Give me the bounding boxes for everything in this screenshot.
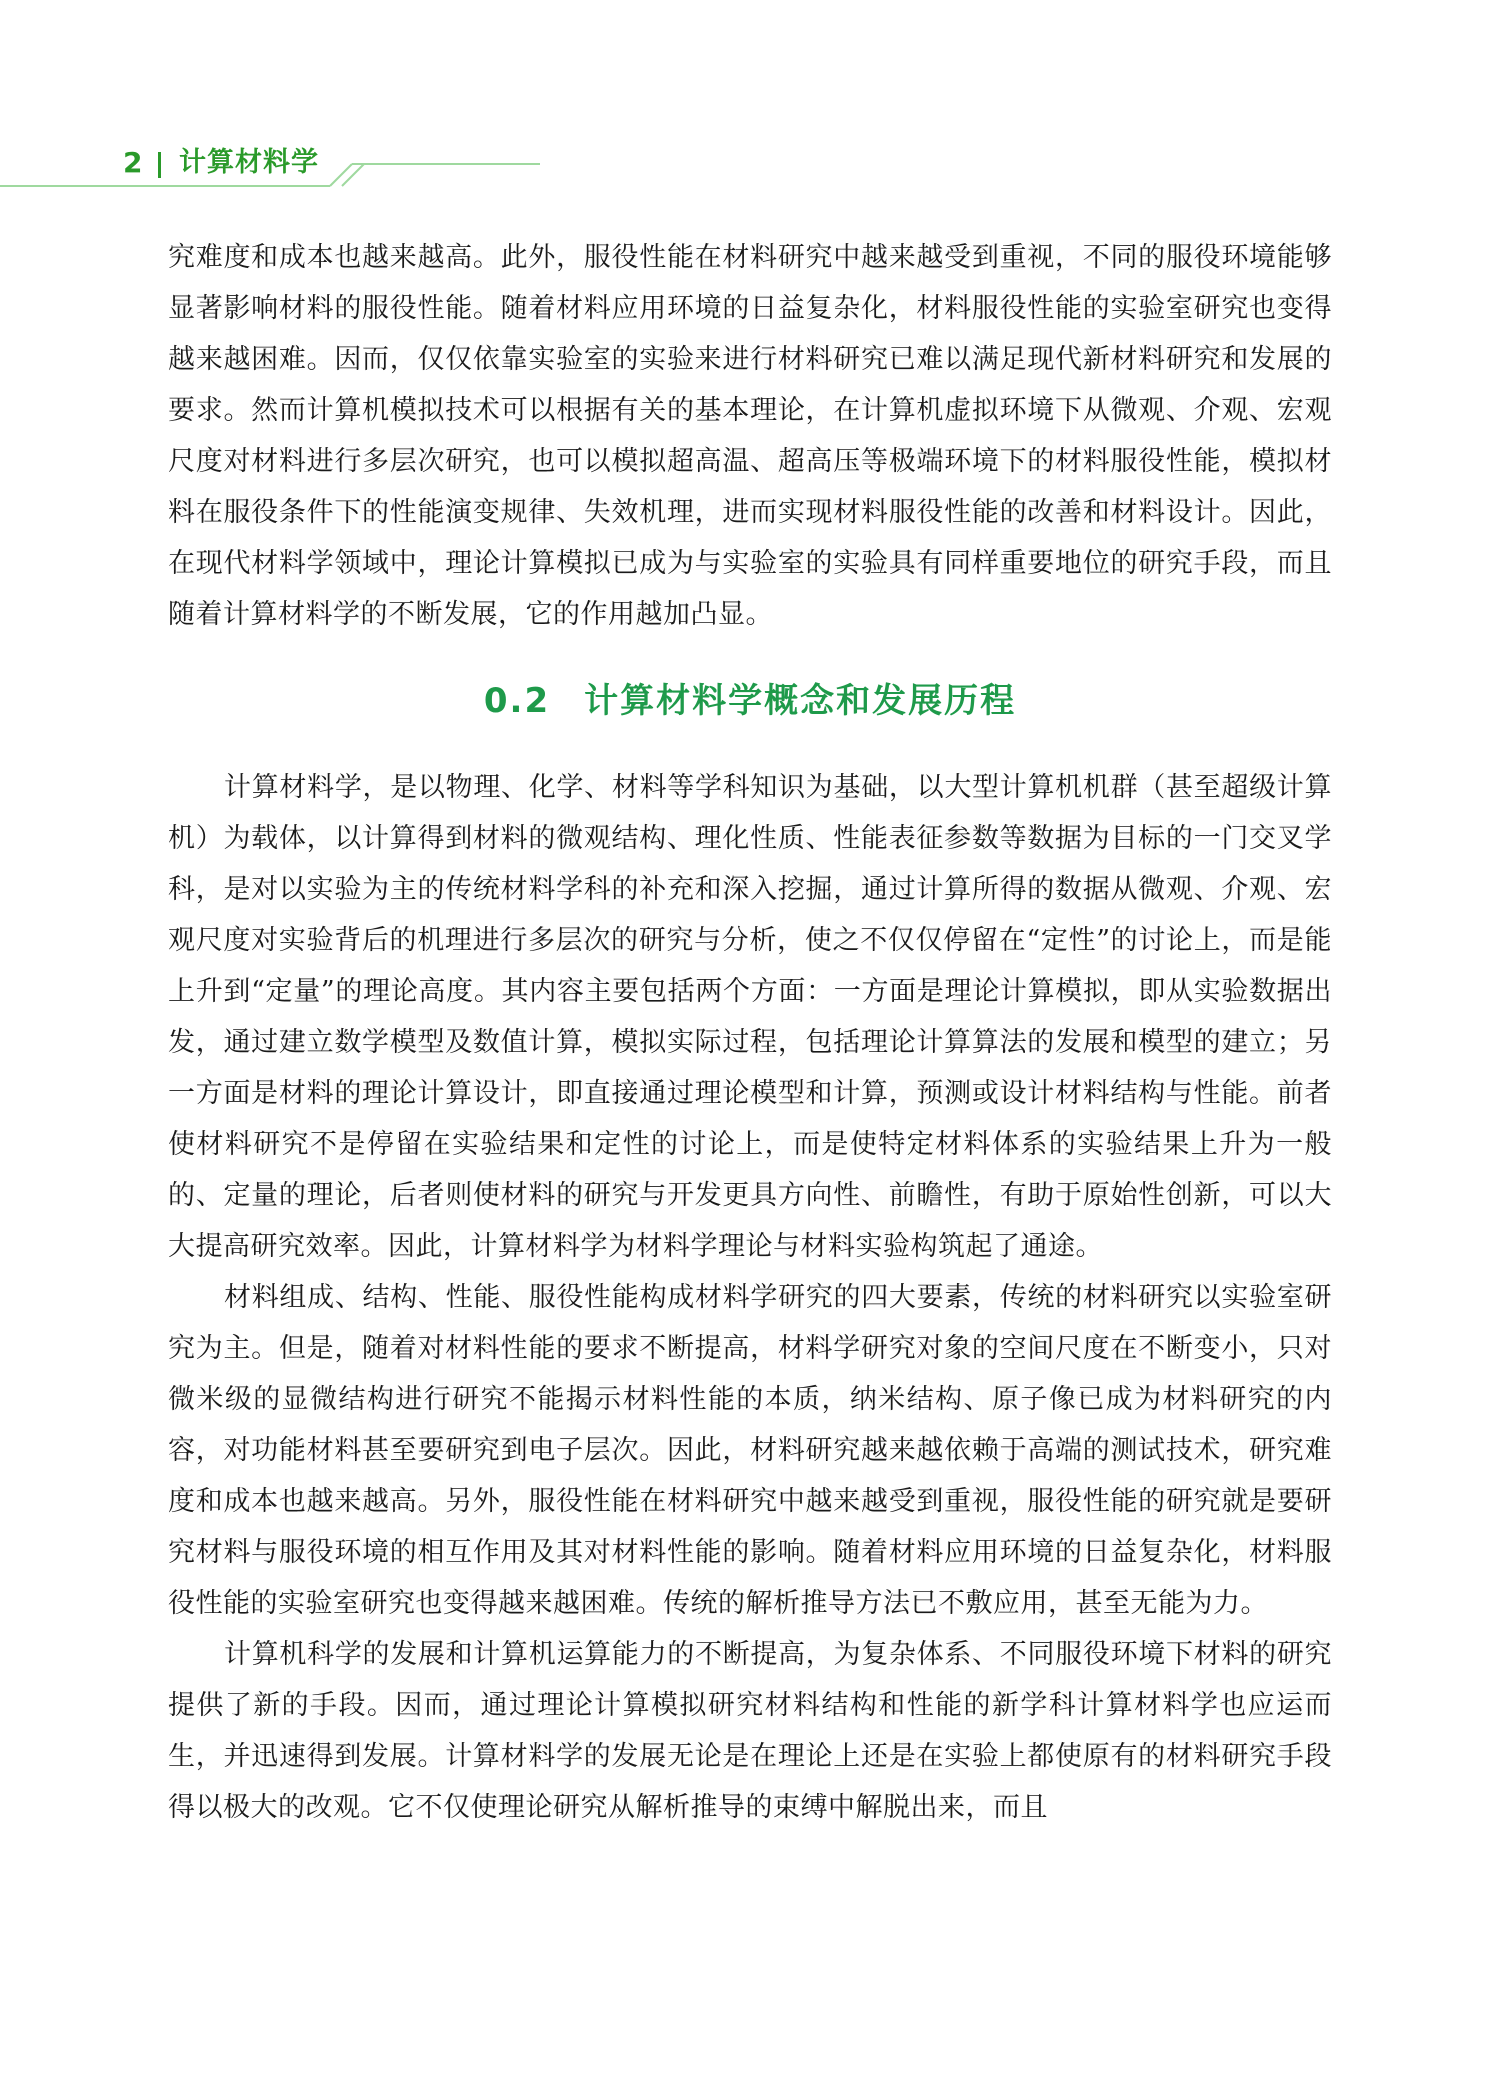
header-separator [158, 152, 161, 178]
book-title: 计算材料学 [179, 147, 319, 178]
intro-paragraph: 究难度和成本也越来越高。此外，服役性能在材料研究中越来越受到重视，不同的服役环境能够显著影响材料的服役性能。随着材料应用环境的日益复杂化，材料服役性能的实验室研究也变得越来越困难。因而，仅仅依靠实验室的实验来进行材料研究已难以满足现代新材料研究和发展的要求。然而计算机模拟技术可以根据有关的基本理论，在计算机虚拟环境下从微观、介观、宏观尺度对材料进行多层次研究，也可以模拟超高温、超高压等极端环境下的材料服役性能，模拟材料在服役条件下的性能演变规律、失效机理，进而实现材料服役性能的改善和材料设计。因此，在现代材料学领域中，理论计算模拟已成为与实验室的实验具有同样重要地位的研究手段，而且随着计算材料学的不断发展，它的作用越加凸显。 [168, 242, 1332, 630]
section-heading [168, 671, 1332, 731]
section-title: 计算材料学概念和发展历程 [584, 681, 1017, 721]
body-paragraph: 计算机科学的发展和计算机运算能力的不断提高，为复杂体系、不同服役环境下材料的研究提供了新的手段。因而，通过理论计算模拟研究材料结构和性能的新学科计算材料学也应运而生，并迅速得到发展。计算材料学的发展无论是在理论上还是在实验上都使原有的材料研究手段得以极大的改观。它不仅使理论研究从解析推导的束缚中解脱出来，而且 [168, 1639, 1332, 1823]
page-body [168, 232, 1332, 1833]
body-paragraph: 材料组成、结构、性能、服役性能构成材料学研究的四大要素，传统的材料研究以实验室研究为主。但是，随着对材料性能的要求不断提高，材料学研究对象的空间尺度在不断变小，只对微米级的显微结构进行研究不能揭示材料性能的本质，纳米结构、原子像已成为材料研究的内容，对功能材料甚至要研究到电子层次。因此，材料研究越来越依赖于高端的测试技术，研究难度和成本也越来越高。另外，服役性能在材料研究中越来越受到重视，服役性能的研究就是要研究材料与服役环境的相互作用及其对材料性能的影响。随着材料应用环境的日益复杂化，材料服役性能的实验室研究也变得越来越困难。传统的解析推导方法已不敷应用，甚至无能为力。 [168, 1282, 1332, 1619]
page-number: 2 [123, 146, 143, 179]
section-number: 0.2 [483, 681, 551, 721]
body-paragraph: 计算材料学，是以物理、化学、材料等学科知识为基础，以大型计算机机群（甚至超级计算机）为载体，以计算得到材料的微观结构、理化性质、性能表征参数等数据为目标的一门交叉学科，是对以实验为主的传统材料学科的补充和深入挖掘，通过计算所得的数据从微观、介观、宏观尺度对实验背后的机理进行多层次的研究与分析，使之不仅仅停留在“定性”的讨论上，而是能上升到“定量”的理论高度。其内容主要包括两个方面：一方面是理论计算模拟，即从实验数据出发，通过建立数学模型及数值计算，模拟实际过程，包括理论计算算法的发展和模型的建立；另一方面是材料的理论计算设计，即直接通过理论模型和计算，预测或设计材料结构与性能。前者使材料研究不是停留在实验结果和定性的讨论上，而是使特定材料体系的实验结果上升为一般的、定量的理论，后者则使材料的研究与开发更具方向性、前瞻性，有助于原始性创新，可以大大提高研究效率。因此，计算材料学为材料学理论与材料实验构筑起了通途。 [168, 772, 1332, 1262]
